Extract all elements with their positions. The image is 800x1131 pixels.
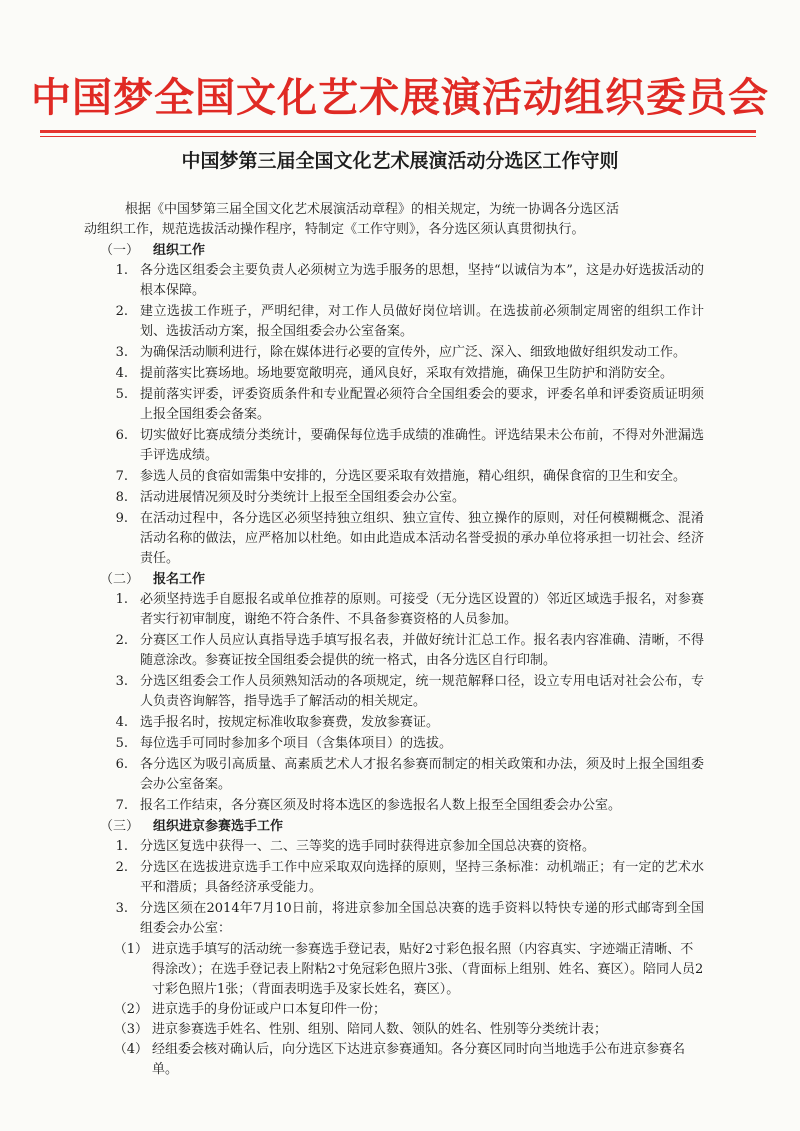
item-number: 9. xyxy=(115,511,128,526)
list-item xyxy=(84,734,704,754)
item-number: 1. xyxy=(115,839,128,854)
item-number: 4. xyxy=(115,715,128,730)
list-item xyxy=(84,364,704,384)
item-number: 5. xyxy=(115,387,128,402)
section-number: （二） xyxy=(100,572,140,587)
sub-item xyxy=(84,1040,704,1080)
section-number: （三） xyxy=(100,819,140,834)
header-rule-thick xyxy=(40,130,756,133)
item-number: 6. xyxy=(115,428,128,443)
item-number: 6. xyxy=(115,757,128,772)
document-title: 中国梦第三届全国文化艺术展演活动分选区工作守则 xyxy=(181,150,619,172)
list-item xyxy=(84,631,704,671)
intro-line-2: 动组织工作，规范选拔活动操作程序，特制定《工作守则》，各分选区须认真贯彻执行。 xyxy=(84,222,585,237)
item-text: 提前落实比赛场地。场地要宽敞明亮，通风良好，采取有效措施，确保卫生防护和消防安全。 xyxy=(140,366,674,381)
item-number: 7. xyxy=(115,798,128,813)
item-text: 建立选拔工作班子，严明纪律，对工作人员做好岗位培训。在选拔前必须制定周密的组织工作计划、选拔活动方案，报全国组委会办公室备案。 xyxy=(140,304,704,339)
list-item xyxy=(84,672,704,712)
list-item xyxy=(84,509,704,569)
item-number: 2. xyxy=(115,860,128,875)
sub-item-number: （3） xyxy=(113,1022,148,1037)
item-number: 1. xyxy=(115,592,128,607)
item-text: 选手报名时，按规定标准收取参赛费，发放参赛证。 xyxy=(140,715,440,730)
sub-item-text: 进京选手填写的活动统一参赛选手登记表，贴好2寸彩色报名照（内容真实、字迹端正清晰、不得涂改）；在选手登记表上附粘2寸免冠彩色照片3张、（背面标上组别、姓名、赛区）。陪同人员2寸彩色照片1张；（背面表明选手及家长姓名，赛区）。 xyxy=(152,942,704,997)
item-text: 在活动过程中，各分选区必须坚持独立组织、独立宣传、独立操作的原则，对任何模糊概念、混淆活动名称的做法，应严格加以杜绝。如由此造成本活动名誉受损的承办单位将承担一切社会、经济责任。 xyxy=(140,511,704,566)
item-text: 分选区复选中获得一、二、三等奖的选手同时获得进京参加全国总决赛的资格。 xyxy=(140,839,596,854)
item-number: 4. xyxy=(115,366,128,381)
list-item xyxy=(84,796,704,816)
list-item xyxy=(84,590,704,630)
sub-item-number: （1） xyxy=(113,942,148,957)
section-title: 报名工作 xyxy=(153,572,206,587)
document-body xyxy=(84,200,704,1080)
list-item xyxy=(84,385,704,425)
item-text: 分选区组委会工作人员须熟知活动的各项规定，统一规范解释口径，设立专用电话对社会公布，专人负责咨询解答，指导选手了解活动的相关规定。 xyxy=(140,674,704,709)
item-number: 5. xyxy=(115,736,128,751)
item-number: 2. xyxy=(115,633,128,648)
item-text: 提前落实评委，评委资质条件和专业配置必须符合全国组委会的要求，评委名单和评委资质证明须上报全国组委会备案。 xyxy=(140,387,704,422)
item-text: 参选人员的食宿如需集中安排的，分选区要采取有效措施，精心组织，确保食宿的卫生和安全。 xyxy=(140,469,687,484)
section-title: 组织进京参赛选手工作 xyxy=(153,819,284,834)
list-item xyxy=(84,488,704,508)
section-heading xyxy=(100,817,704,837)
section-heading xyxy=(100,570,704,590)
list-item xyxy=(84,755,704,795)
sub-item-number: （2） xyxy=(113,1002,148,1017)
sub-item xyxy=(84,1020,704,1040)
item-number: 7. xyxy=(115,469,128,484)
section-title: 组织工作 xyxy=(153,243,206,258)
sub-item-text: 进京选手的身份证或户口本复印件一份； xyxy=(152,1002,387,1017)
list-item xyxy=(84,302,704,342)
item-number: 3. xyxy=(115,674,128,689)
section-heading xyxy=(100,241,704,261)
item-text: 分选区须在2014年7月10日前，将进京参加全国总决赛的选手资料以特快专递的形式邮寄到全国组委会办公室： xyxy=(140,901,704,936)
sub-item xyxy=(84,940,704,1000)
item-text: 分选区在选拔进京选手工作中应采取双向选择的原则，坚持三条标准：动机端正；有一定的艺术水平和潜质；具备经济承受能力。 xyxy=(140,860,704,895)
item-number: 3. xyxy=(115,901,128,916)
item-number: 1. xyxy=(115,263,128,278)
sub-item-text: 经组委会核对确认后，向分选区下达进京参赛通知。各分赛区同时向当地选手公布进京参赛名单。 xyxy=(152,1042,686,1077)
item-text: 为确保活动顺利进行，除在媒体进行必要的宣传外，应广泛、深入、细致地做好组织发动工作。 xyxy=(140,345,687,360)
organization-title: 中国梦全国文化艺术展演活动组织委员会 xyxy=(31,74,769,121)
sub-item-number: （4） xyxy=(113,1042,148,1057)
sub-item xyxy=(84,1000,704,1020)
item-number: 3. xyxy=(115,345,128,360)
item-text: 每位选手可同时参加多个项目（含集体项目）的选拔。 xyxy=(140,736,453,751)
list-item xyxy=(84,261,704,301)
item-number: 2. xyxy=(115,304,128,319)
section-number: （一） xyxy=(100,243,140,258)
section-organization xyxy=(84,241,704,569)
section-finalists xyxy=(84,817,704,1080)
list-item xyxy=(84,426,704,466)
section-registration xyxy=(84,570,704,816)
item-text: 切实做好比赛成绩分类统计，要确保每位选手成绩的准确性。评选结果未公布前，不得对外泄漏选手评选成绩。 xyxy=(140,428,704,463)
item-text: 各分选区为吸引高质量、高素质艺术人才报名参赛而制定的相关政策和办法，须及时上报全国组委会办公室备案。 xyxy=(140,757,704,792)
intro-line-1: 根据《中国梦第三届全国文化艺术展演活动章程》的相关规定，为统一协调各分选区活 xyxy=(125,202,620,217)
item-text: 分赛区工作人员应认真指导选手填写报名表，并做好统计汇总工作。报名表内容准确、清晰，不得随意涂改。参赛证按全国组委会提供的统一格式，由各分选区自行印制。 xyxy=(140,633,704,668)
list-item xyxy=(84,858,704,898)
list-item xyxy=(84,343,704,363)
list-item xyxy=(84,713,704,733)
list-item xyxy=(84,837,704,857)
item-text: 各分选区组委会主要负责人必须树立为选手服务的思想，坚持“以诚信为本”，这是办好选拔活动的根本保障。 xyxy=(140,263,704,298)
list-item xyxy=(84,899,704,939)
list-item xyxy=(84,467,704,487)
header-rule-thin xyxy=(40,136,756,137)
item-text: 必须坚持选手自愿报名或单位推荐的原则。可接受（无分选区设置的）邻近区域选手报名，对参赛者实行初审制度，谢绝不符合条件、不具备参赛资格的人员参加。 xyxy=(140,592,704,627)
sub-item-text: 进京参赛选手姓名、性别、组别、陪同人数、领队的姓名、性别等分类统计表； xyxy=(152,1022,608,1037)
item-number: 8. xyxy=(115,490,128,505)
item-text: 报名工作结束，各分赛区须及时将本选区的参选报名人数上报至全国组委会办公室。 xyxy=(140,798,622,813)
item-text: 活动进展情况须及时分类统计上报至全国组委会办公室。 xyxy=(140,490,466,505)
